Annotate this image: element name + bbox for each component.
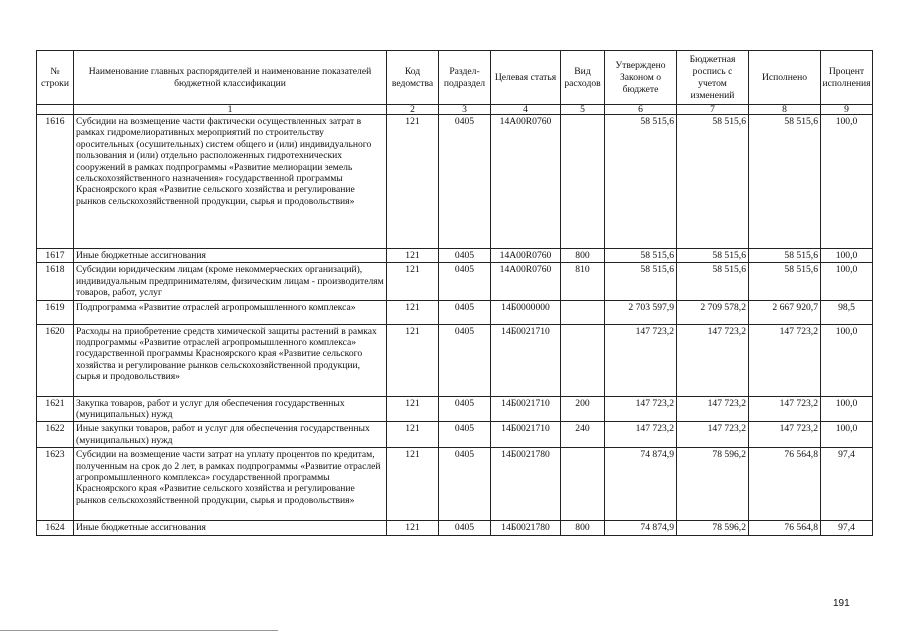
row-section-cell: 0405 (439, 448, 491, 521)
row-number-cell: 1617 (37, 249, 74, 263)
row-budget-schedule-cell: 147 723,2 (677, 422, 749, 448)
row-name-cell: Закупка товаров, работ и услуг для обеспечения государственных (муниципальных) нужд (74, 396, 387, 422)
header-row (37, 51, 873, 105)
row-executed-cell: 147 723,2 (749, 422, 821, 448)
row-target-article-cell: 14А00R0760 (491, 115, 561, 249)
row-percent-cell: 100,0 (821, 324, 873, 396)
row-expense-type-cell (561, 448, 605, 521)
row-percent-cell: 98,5 (821, 300, 873, 324)
row-name-cell: Субсидии на возмещение части фактически осуществленных затрат в рамках гидромелиоративных мероприятий по строительству оросительных (осушительных) систем общего и (или) индивидуального пользования и (или) отдельно расположенных гидротехнических сооружений в рамках подпрограммы «Развитие мелиорации земель сельскохозяйственного назначения» государственной программы Красноярского края «Развитие сельского хозяйства и регулирование рынков сельскохозяйственной продукции, сырья и продовольствия» (74, 115, 387, 249)
column-number: 6 (605, 105, 677, 115)
column-number-blank (37, 105, 74, 115)
row-expense-type-cell: 800 (561, 521, 605, 535)
row-department-code-cell: 121 (387, 300, 439, 324)
row-number-cell: 1622 (37, 422, 74, 448)
row-expense-type-cell (561, 324, 605, 396)
row-number-cell: 1620 (37, 324, 74, 396)
row-executed-cell: 147 723,2 (749, 324, 821, 396)
column-number: 8 (749, 105, 821, 115)
row-department-code-cell: 121 (387, 448, 439, 521)
row-number-cell: 1623 (37, 448, 74, 521)
row-target-article-cell: 14Б0021710 (491, 396, 561, 422)
row-expense-type-cell: 200 (561, 396, 605, 422)
row-budget-schedule-cell: 58 515,6 (677, 263, 749, 300)
row-executed-cell: 147 723,2 (749, 396, 821, 422)
header-expense-type: Вид расходов (561, 51, 605, 105)
row-executed-cell: 58 515,6 (749, 115, 821, 249)
header-percent: Процент исполнения (821, 51, 873, 105)
row-number-cell: 1621 (37, 396, 74, 422)
row-section-cell: 0405 (439, 422, 491, 448)
table-row (37, 115, 873, 249)
row-expense-type-cell: 810 (561, 263, 605, 300)
row-approved-cell: 58 515,6 (605, 263, 677, 300)
row-number-cell: 1624 (37, 521, 74, 535)
table-row (37, 422, 873, 448)
row-approved-cell: 2 703 597,9 (605, 300, 677, 324)
row-section-cell: 0405 (439, 396, 491, 422)
table-row (37, 263, 873, 300)
row-name-cell: Подпрограмма «Развитие отраслей агропромышленного комплекса» (74, 300, 387, 324)
row-budget-schedule-cell: 78 596,2 (677, 448, 749, 521)
column-number: 7 (677, 105, 749, 115)
row-name-cell: Иные бюджетные ассигнования (74, 249, 387, 263)
row-section-cell: 0405 (439, 115, 491, 249)
column-numbers-row (37, 105, 873, 115)
column-number: 2 (387, 105, 439, 115)
table-row (37, 448, 873, 521)
scan-edge-line (0, 630, 278, 631)
column-number: 5 (561, 105, 605, 115)
row-name-cell: Расходы на приобретение средств химической защиты растений в рамках подпрограммы «Развитие отраслей агропромышленного комплекса» государственной программы Красноярского края «Развитие сельского хозяйства и регулирование рынков сельскохозяйственной продукции, сырья и продовольствия» (74, 324, 387, 396)
row-percent-cell: 97,4 (821, 521, 873, 535)
row-percent-cell: 100,0 (821, 263, 873, 300)
row-section-cell: 0405 (439, 521, 491, 535)
budget-table-container (36, 50, 873, 536)
column-number: 9 (821, 105, 873, 115)
row-number-cell: 1619 (37, 300, 74, 324)
row-department-code-cell: 121 (387, 115, 439, 249)
row-department-code-cell: 121 (387, 422, 439, 448)
header-name: Наименование главных распорядителей и наименование показателей бюджетной классификации (74, 51, 387, 105)
row-department-code-cell: 121 (387, 396, 439, 422)
row-expense-type-cell (561, 115, 605, 249)
row-approved-cell: 147 723,2 (605, 396, 677, 422)
row-target-article-cell: 14Б0021780 (491, 448, 561, 521)
header-approved: Утверждено Законом о бюджете (605, 51, 677, 105)
header-section: Раздел-подраздел (439, 51, 491, 105)
header-budget-schedule: Бюджетная роспись с учетом изменений (677, 51, 749, 105)
row-target-article-cell: 14Б0021710 (491, 324, 561, 396)
row-target-article-cell: 14А00R0760 (491, 249, 561, 263)
table-row (37, 249, 873, 263)
table-row (37, 396, 873, 422)
row-section-cell: 0405 (439, 324, 491, 396)
row-section-cell: 0405 (439, 300, 491, 324)
row-percent-cell: 100,0 (821, 249, 873, 263)
row-approved-cell: 58 515,6 (605, 249, 677, 263)
row-expense-type-cell: 800 (561, 249, 605, 263)
row-executed-cell: 76 564,8 (749, 521, 821, 535)
row-department-code-cell: 121 (387, 263, 439, 300)
row-department-code-cell: 121 (387, 324, 439, 396)
table-row (37, 300, 873, 324)
table-row (37, 324, 873, 396)
row-percent-cell: 100,0 (821, 396, 873, 422)
row-budget-schedule-cell: 147 723,2 (677, 396, 749, 422)
page-number: 191 (833, 598, 850, 609)
row-budget-schedule-cell: 58 515,6 (677, 249, 749, 263)
column-number: 3 (439, 105, 491, 115)
row-name-cell: Субсидии юридическим лицам (кроме некоммерческих организаций), индивидуальным предпринимателям, физическим лицам - производителям товаров, работ, услуг (74, 263, 387, 300)
row-percent-cell: 100,0 (821, 115, 873, 249)
budget-execution-table (36, 50, 873, 536)
row-executed-cell: 2 667 920,7 (749, 300, 821, 324)
row-expense-type-cell: 240 (561, 422, 605, 448)
row-budget-schedule-cell: 78 596,2 (677, 521, 749, 535)
row-percent-cell: 97,4 (821, 448, 873, 521)
row-target-article-cell: 14Б0021710 (491, 422, 561, 448)
row-section-cell: 0405 (439, 249, 491, 263)
row-expense-type-cell (561, 300, 605, 324)
row-target-article-cell: 14Б0021780 (491, 521, 561, 535)
header-row-number: № строки (37, 51, 74, 105)
row-budget-schedule-cell: 2 709 578,2 (677, 300, 749, 324)
row-number-cell: 1618 (37, 263, 74, 300)
table-row (37, 521, 873, 535)
row-budget-schedule-cell: 147 723,2 (677, 324, 749, 396)
row-name-cell: Иные бюджетные ассигнования (74, 521, 387, 535)
row-target-article-cell: 14Б0000000 (491, 300, 561, 324)
row-target-article-cell: 14А00R0760 (491, 263, 561, 300)
column-number: 1 (74, 105, 387, 115)
row-section-cell: 0405 (439, 263, 491, 300)
column-number: 4 (491, 105, 561, 115)
row-executed-cell: 76 564,8 (749, 448, 821, 521)
row-executed-cell: 58 515,6 (749, 249, 821, 263)
row-approved-cell: 74 874,9 (605, 448, 677, 521)
header-executed: Исполнено (749, 51, 821, 105)
row-approved-cell: 147 723,2 (605, 422, 677, 448)
row-percent-cell: 100,0 (821, 422, 873, 448)
row-number-cell: 1616 (37, 115, 74, 249)
row-name-cell: Иные закупки товаров, работ и услуг для обеспечения государственных (муниципальных) нужд (74, 422, 387, 448)
row-executed-cell: 58 515,6 (749, 263, 821, 300)
row-approved-cell: 147 723,2 (605, 324, 677, 396)
header-department-code: Код ведомства (387, 51, 439, 105)
row-approved-cell: 58 515,6 (605, 115, 677, 249)
row-department-code-cell: 121 (387, 249, 439, 263)
header-target-article: Целевая статья (491, 51, 561, 105)
row-approved-cell: 74 874,9 (605, 521, 677, 535)
row-name-cell: Субсидии на возмещение части затрат на уплату процентов по кредитам, полученным на срок до 2 лет, в рамках подпрограммы «Развитие отраслей агропромышленного комплекса» государственной программы Красноярского края «Развитие сельского хозяйства и регулирование рынков сельскохозяйственной продукции, сырья и продовольствия» (74, 448, 387, 521)
row-department-code-cell: 121 (387, 521, 439, 535)
row-budget-schedule-cell: 58 515,6 (677, 115, 749, 249)
